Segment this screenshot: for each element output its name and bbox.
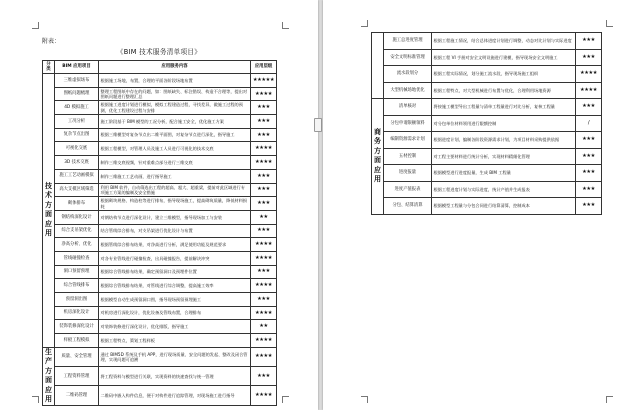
- table-row: [43, 238, 277, 252]
- application-level-cell: ★★★: [251, 293, 277, 307]
- service-content-cell: 根据工程特点，策划工程样板: [99, 334, 251, 348]
- service-content-cell: 根据三维模型对复杂节点出二维平面图，对复杂节点进行深化，指导施工: [99, 128, 251, 142]
- service-content-cell: 整理工程图纸中存在的问题，如：图纸缺失、标注错误、构造不合理等，提出对图纸问题进行整理汇总: [99, 87, 251, 101]
- project-name-cell: 3D 技术交底: [55, 156, 99, 170]
- appendix-label: 附表：: [42, 38, 61, 45]
- application-level-cell: ★★★: [576, 165, 602, 182]
- application-level-cell: ★★★★★: [251, 74, 277, 88]
- application-level-cell: ★★★★: [251, 87, 277, 101]
- category-label: 技术方面应用: [45, 181, 52, 238]
- service-content-cell: 根据模型自动生成预留洞口图，指导现场预留预埋施工: [99, 293, 251, 307]
- service-content-cell: 根据工程特点，对大型机械进行布置与优化，合理利用场地资源: [432, 82, 576, 99]
- project-name-cell: 复杂节点出图: [55, 128, 99, 142]
- project-name-cell: 流水段划分: [384, 66, 432, 83]
- category-label: 商务方面应用: [374, 127, 381, 184]
- project-name-cell: 高大支模区域筛选: [55, 183, 99, 197]
- table-row: [43, 128, 277, 142]
- project-name-cell: 三维虚拟场布: [55, 74, 99, 88]
- application-level-cell: ★★★: [576, 33, 602, 50]
- table-header-row: [43, 61, 277, 74]
- header-content: 应用服务内容: [99, 61, 251, 74]
- application-level-cell: ★★★: [251, 197, 277, 211]
- application-level-cell: ★★★: [576, 198, 602, 215]
- document-page-right: [323, 0, 640, 410]
- service-content-cell: 将按施工模型导出工程量与清单工程量进行对比分析，复核工程量: [432, 99, 576, 116]
- service-content-cell: 施工阶段基于 BIM 模型的工况分析，配合施工安全，优化施工方案: [99, 115, 251, 129]
- service-content-cell: 制作三维交底视频，针对重难点部分进行三维交底: [99, 156, 251, 170]
- application-level-cell: ★★★: [251, 115, 277, 129]
- service-content-cell: 根据模型进行进度报量，生成 BIM 工程量: [432, 165, 576, 182]
- table-row: [43, 347, 277, 366]
- service-content-cell: 根据工程模型，对管理人员及施工人员进行可视化的技术交底: [99, 142, 251, 156]
- table-row: [372, 165, 602, 182]
- table-row: [43, 210, 277, 224]
- table-row: [43, 169, 277, 183]
- project-name-cell: 可视化交底: [55, 142, 99, 156]
- table-row: [43, 142, 277, 156]
- application-level-cell: ★★★: [576, 148, 602, 165]
- application-level-cell: ★★★: [576, 99, 602, 116]
- bim-service-table-left: [42, 60, 277, 406]
- project-name-cell: 工程资料管理: [55, 367, 99, 386]
- table-row: [43, 367, 277, 386]
- table-row: [43, 251, 277, 265]
- service-content-cell: 根据施工进度计划进行模拟，模拟工程建造过程，寻找差异，做施工过程的预测，优化工程建设过程与安排: [99, 101, 251, 115]
- page-corner-mark: [606, 20, 613, 27]
- table-row: [43, 293, 277, 307]
- page-corner-mark: [361, 396, 368, 403]
- table-row: [43, 74, 277, 88]
- table-row: [372, 66, 602, 83]
- table-row: [372, 115, 602, 132]
- project-name-cell: 预留洞出图: [55, 293, 99, 307]
- application-level-cell: /: [576, 115, 602, 132]
- table-row: [43, 115, 277, 129]
- table-row: [43, 197, 277, 211]
- header-level: 应用层级: [251, 61, 277, 74]
- application-level-cell: ★★★★: [251, 279, 277, 293]
- service-content-cell: 对工程主要材料进行统计分析，实现材料精细化管理: [432, 148, 576, 165]
- project-name-cell: 综合支吊架优化: [55, 224, 99, 238]
- project-name-cell: 综合管线排布: [55, 279, 99, 293]
- table-row: [372, 132, 602, 149]
- project-name-cell: 分包、结算清算: [384, 198, 432, 215]
- project-name-cell: 五材控制: [384, 148, 432, 165]
- table-row: [43, 224, 277, 238]
- page-corner-mark: [361, 20, 368, 27]
- page-corner-mark: [32, 396, 39, 403]
- project-name-cell: 管线碰撞检查: [55, 251, 99, 265]
- service-content-cell: 根据管线综合排布结果，对净高进行分析，满足使用功能及规范要求: [99, 238, 251, 252]
- header-category: 分类: [43, 61, 55, 74]
- project-name-cell: 4D 模拟施工: [55, 101, 99, 115]
- table-row: [372, 49, 602, 66]
- project-name-cell: 大型机械场地优化: [384, 82, 432, 99]
- application-level-cell: ★★★: [576, 49, 602, 66]
- table-row: [43, 101, 277, 115]
- application-level-cell: ★★: [251, 320, 277, 334]
- watermark-text: m: [306, 360, 319, 376]
- service-content-cell: 结合管线综合排布，对支吊架进行优化设计与布置: [99, 224, 251, 238]
- service-content-cell: 根据施工场地，布置，合理的平面各阶段场地布置: [99, 74, 251, 88]
- application-level-cell: ★★★: [576, 132, 602, 149]
- service-content-cell: 根据综合管线排布结果，确定预留洞口及预埋件位置: [99, 265, 251, 279]
- project-name-cell: 工况分析: [55, 115, 99, 129]
- project-name-cell: 分包申请限额领料: [384, 115, 432, 132]
- table-row: [43, 87, 277, 101]
- project-name-cell: 质量、安全管理: [55, 347, 99, 366]
- application-level-cell: ★★★★: [251, 156, 277, 170]
- service-content-cell: 对钢结构节点进行深化设计，建立三维模型，指导现场加工与安装: [99, 210, 251, 224]
- service-content-cell: 对机房进行深化设计，优化设备及管线布置，合理排布: [99, 306, 251, 320]
- service-content-cell: 根据工程 VI 手册对安全文明设施进行建模，指导现场安全文明施工: [432, 49, 576, 66]
- project-name-cell: 施工工艺动画模拟: [55, 169, 99, 183]
- category-cell: [372, 99, 384, 215]
- application-level-cell: ★★★★: [251, 142, 277, 156]
- application-level-cell: ★★★: [251, 101, 277, 115]
- table-row: [372, 198, 602, 215]
- project-name-cell: 进度报量: [384, 165, 432, 182]
- application-level-cell: ★★★: [251, 367, 277, 386]
- service-content-cell: 对分包单位材料领用进行限额控制: [432, 115, 576, 132]
- page-drag-handle[interactable]: [314, 118, 322, 132]
- application-level-cell: ★★★: [251, 128, 277, 142]
- category-cell: [372, 33, 384, 99]
- project-name-cell: 安全文明标准管理: [384, 49, 432, 66]
- page-corner-mark: [606, 396, 613, 403]
- application-level-cell: ★★★: [576, 181, 602, 198]
- table-row: [43, 265, 277, 279]
- service-content-cell: 制作三维施工工艺动画，进行指导施工: [99, 169, 251, 183]
- application-level-cell: ★★★★: [251, 251, 277, 265]
- project-name-cell: 砌体排布: [55, 197, 99, 211]
- table-row: [372, 82, 602, 99]
- table-row: [43, 306, 277, 320]
- service-content-cell: 根据综合管线排布结果，对管线进行综合调整，提高施工效率: [99, 279, 251, 293]
- project-name-cell: 样板工程模拟: [55, 334, 99, 348]
- project-name-cell: 洞口预留预埋: [55, 265, 99, 279]
- service-content-cell: 根据模型工程量与分包合同进行结算清算，控制成本: [432, 198, 576, 215]
- application-level-cell: ★★★: [251, 183, 277, 197]
- category-cell: [43, 347, 55, 405]
- service-content-cell: 对各专业管线进行碰撞检查，出具碰撞报告，提前解决冲突: [99, 251, 251, 265]
- page-corner-mark: [282, 22, 289, 29]
- application-level-cell: ★★★: [251, 224, 277, 238]
- header-project: BIM 应用项目: [55, 61, 99, 74]
- application-level-cell: ★★★★: [576, 66, 602, 83]
- application-level-cell: ★★★★: [576, 82, 602, 99]
- table-row: [43, 156, 277, 170]
- application-level-cell: ★★★★: [251, 238, 277, 252]
- project-name-cell: 钢结构深化设计: [55, 210, 99, 224]
- service-content-cell: 根据工程施工情况，结合总体进度计划进行调整，动态对比计划与实际进度: [432, 33, 576, 50]
- application-level-cell: ★★★★: [251, 334, 277, 348]
- page-corner-mark: [282, 396, 289, 403]
- project-name-cell: 图纸问题梳理: [55, 87, 99, 101]
- application-level-cell: ★★★: [251, 265, 277, 279]
- table-row: [43, 320, 277, 334]
- project-name-cell: 二维码管理: [55, 386, 99, 405]
- service-content-cell: 根据进度计划，编制各阶段资源需求计划，为项目材料采购提供依据: [432, 132, 576, 149]
- project-name-cell: 编制资源需求计划: [384, 132, 432, 149]
- service-content-cell: 对装饰装修进行深化设计，优化排版，指导施工: [99, 320, 251, 334]
- service-content-cell: 将工程资料与模型进行关联，实现资料的快速查找与统一管理: [99, 367, 251, 386]
- application-level-cell: ★★★★: [251, 347, 277, 366]
- project-name-cell: 净高分析、优化: [55, 238, 99, 252]
- application-level-cell: ★★★: [251, 169, 277, 183]
- table-row: [372, 33, 602, 50]
- project-name-cell: 施工总进度管理: [384, 33, 432, 50]
- service-content-cell: 根据砌块规格、构造柱等进行排布，指导现场施工，提高砌筑质量，降低材料损耗: [99, 197, 251, 211]
- category-cell: [43, 74, 55, 348]
- project-name-cell: 进度产值报表: [384, 181, 432, 198]
- project-name-cell: 机房深化设计: [55, 306, 99, 320]
- table-row: [372, 181, 602, 198]
- service-content-cell: 根据工程实际情况，划分施工流水段，指导现场施工组织: [432, 66, 576, 83]
- table-row: [43, 386, 277, 405]
- application-level-cell: ★★★★: [251, 306, 277, 320]
- project-name-cell: 装饰装修深化设计: [55, 320, 99, 334]
- table-row: [372, 99, 602, 116]
- service-content-cell: 根据工程进度计划与实际进度，统计产值并生成报表: [432, 181, 576, 198]
- service-content-cell: 通过 BIM5D 系统及手机 APP，进行现场质量、安全问题的发起、整改及闭合管理，实现问题可追溯: [99, 347, 251, 366]
- table-row: [43, 334, 277, 348]
- bim-service-table-right: [371, 32, 602, 215]
- table-row: [372, 148, 602, 165]
- table-row: [43, 279, 277, 293]
- document-title: 《BIM 技术服务清单项目》: [116, 48, 202, 56]
- service-content-cell: 二维码中嵌入构件信息，便于对构件进行追踪管理，对现场施工进行指导: [99, 386, 251, 405]
- application-level-cell: ★★★★: [251, 386, 277, 405]
- application-level-cell: ★★: [251, 210, 277, 224]
- project-name-cell: 清单核对: [384, 99, 432, 116]
- page-corner-mark: [32, 22, 39, 29]
- document-page-left: [0, 0, 318, 410]
- service-content-cell: 利用 BIM 软件，自动筛选出工程的超高、超大、超重梁，提前对此区域进行专项施工方案的编制及安全措施: [99, 183, 251, 197]
- table-row: [43, 183, 277, 197]
- category-label: 生产方面应用: [45, 347, 52, 404]
